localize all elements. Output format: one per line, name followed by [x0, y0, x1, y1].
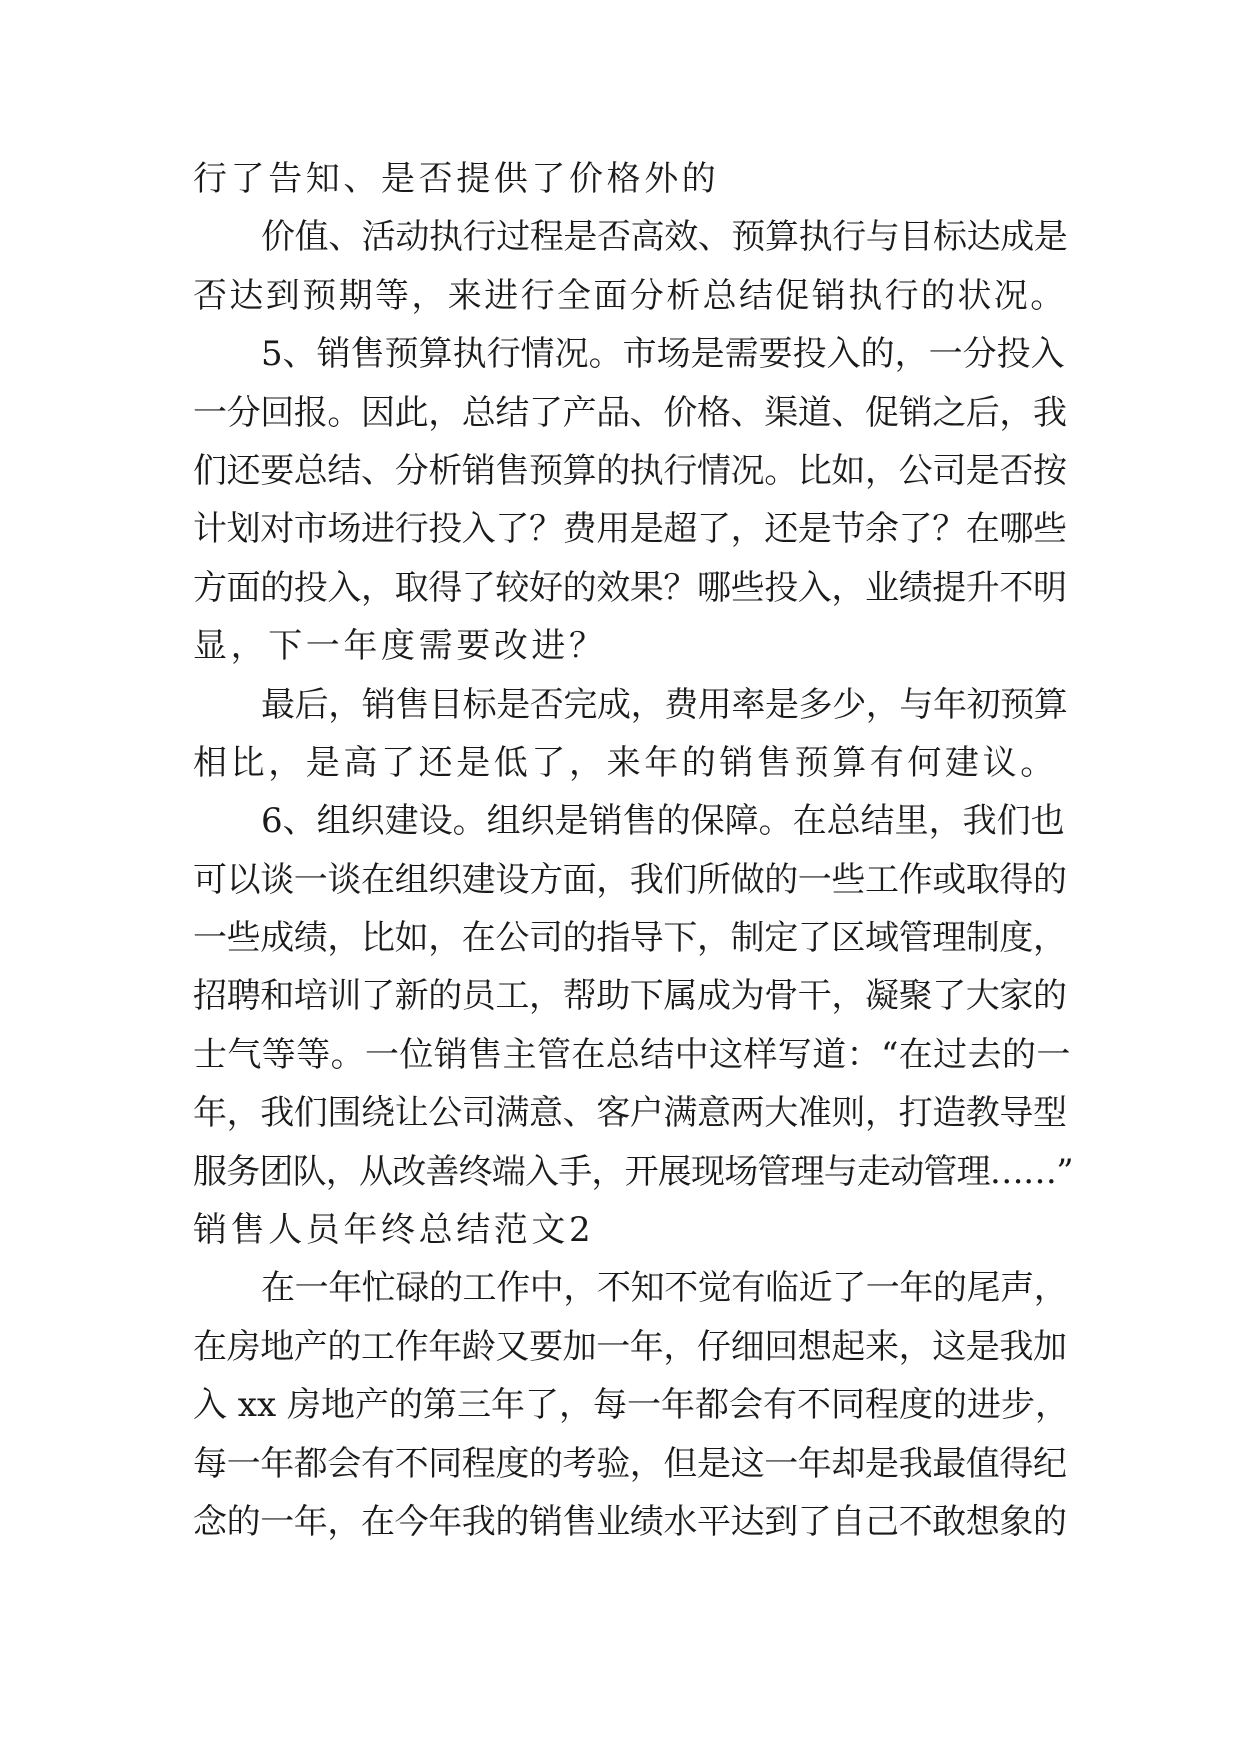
- text-line: 念的一年，在今年我的销售业绩水平达到了自己不敢想象的: [193, 1501, 1067, 1542]
- text-line: 入 xx 房地产的第三年了，每一年都会有不同程度的进步，: [193, 1385, 1069, 1426]
- text-line: 士气等等。一位销售主管在总结中这样写道：“在过去的一: [193, 1034, 1071, 1075]
- text-line: 价值、活动执行过程是否高效、预算执行与目标达成是: [261, 217, 1068, 258]
- text-line: 招聘和培训了新的员工，帮助下属成为骨干，凝聚了大家的: [193, 976, 1067, 1017]
- text-line: 服务团队，从改善终端入手，开展现场管理与走动管理……”: [193, 1151, 1073, 1192]
- text-line: 年，我们围绕让公司满意、客户满意两大准则，打造教导型: [193, 1093, 1067, 1134]
- text-line: 每一年都会有不同程度的考验，但是这一年却是我最值得纪: [193, 1443, 1067, 1484]
- text-line: 显，下一年度需要改进？: [193, 626, 607, 667]
- text-line: 一分回报。因此，总结了产品、价格、渠道、促销之后，我: [193, 392, 1067, 433]
- text-line: 销售人员年终总结范文2: [193, 1210, 595, 1251]
- text-line: 在一年忙碌的工作中，不知不觉有临近了一年的尾声，: [261, 1268, 1068, 1309]
- document-body: [193, 150, 1073, 1551]
- text-line: 否达到预期等，来进行全面分析总结促销执行的状况。: [193, 275, 1067, 316]
- text-line: 在房地产的工作年龄又要加一年，仔细回想起来，这是我加: [193, 1326, 1067, 1367]
- text-line: 可以谈一谈在组织建设方面，我们所做的一些工作或取得的: [193, 859, 1067, 900]
- text-line: 6、组织建设。组织是销售的保障。在总结里，我们也: [261, 801, 1065, 842]
- text-line: 最后，销售目标是否完成，费用率是多少，与年初预算: [261, 684, 1068, 725]
- text-line: 方面的投入，取得了较好的效果？哪些投入，业绩提升不明: [193, 567, 1067, 608]
- text-line: 5、销售预算执行情况。市场是需要投入的，一分投入: [261, 334, 1065, 375]
- text-line: 们还要总结、分析销售预算的执行情况。比如，公司是否按: [193, 450, 1067, 491]
- text-line: 相比，是高了还是低了，来年的销售预算有何建议。: [193, 742, 1058, 783]
- text-line: 一些成绩，比如，在公司的指导下，制定了区域管理制度，: [193, 918, 1067, 959]
- text-line: 行了告知、是否提供了价格外的: [193, 159, 720, 199]
- text-line: 计划对市场进行投入了？费用是超了，还是节余了？在哪些: [193, 509, 1067, 550]
